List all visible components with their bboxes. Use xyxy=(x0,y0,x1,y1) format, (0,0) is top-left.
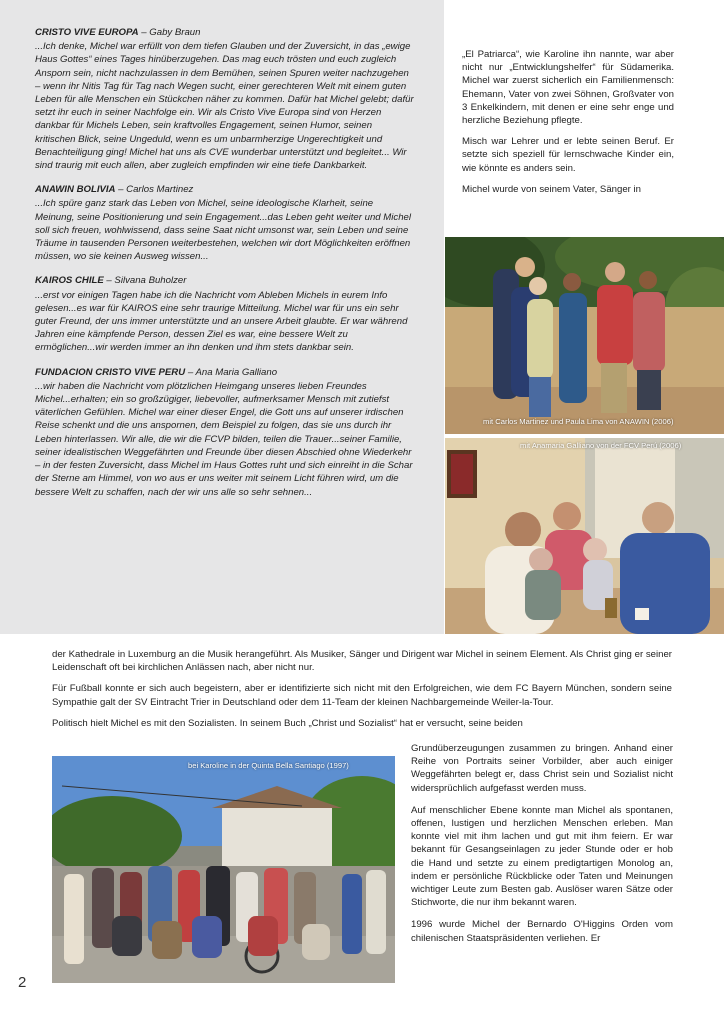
paragraph: „El Patriarca“, wie Karoline ihn nannte, war aber nicht nur „Entwicklungshelfer“ für Südamerika. Michel war zuerst sicherlich ein Familienmensch: Ehemann, Vater von zwei Söhnen, Großvater von 3 Enkelkindern, mit denen er eine sehr enge und herzliche Beziehung pflegte. xyxy=(462,49,674,127)
tribute-text: ...Ich denke, Michel war erfüllt von dem tiefen Glauben und der Zuversicht, in das „ewige Haus Gottes“ eines Tages hinüberzugehen. Das mag euch trösten und euch zugleich Ansporn sein, nicht nachzulassen in dem Bemühen, seinen Spuren weiter nachzugehen – wenn ihr Nitis Tag für Tag nach Wegen sucht, einer gerechteren Welt mit einem guten Leben für alle Menschen ein Stückchen näher zu kommen. Dafür hat Michel gelebt; dafür setzt ihr euch in seiner Nachfolge ein. Wir als Cristo Vive Europa sind von Herzen dankbar für Michels Leben, sein kraftvolles Engagement, seinen Humor, seinen kritischen Blick, seine Ungeduld, wenn es um unbarmherzige Ungerechtigkeit und Benachteiligung ging! Michel hat uns als CVE wunderbar unterstützt und begleitet... Wir sind traurig mit euch allen, aber zugleich empfinden wir eine tiefe Dankbarkeit. xyxy=(35,41,414,172)
tribute-text: ...wir haben die Nachricht vom plötzlichen Heimgang unseres lieben Freundes Michel...erhalten; ein so großzügiger, liebevoller, aufmerksamer Mensch mit zutiefst väterlichen Gefühlen. Michel war einer dieser Engel, die Gott uns auf unserer irdischen Reise schenkt und die uns anspornen, dem Beispiel zu folgen, das sie uns durch ihr Leben hinterlassen. Wir alle, die wir die FCVP bilden, teilen die Trauer...seiner Familie, seiner idealistischen Weggefährten und Freunde über diesen Abschied ohne Wiederkehr – in der festen Zuversicht, dass Michel im Haus Gottes ruht und sich einreiht in die Schar der Sterne am Himmel, von wo aus er uns weiter mit seinem Licht führen wird, um die bessere Welt zu schaffen, nach der wir uns alle so sehr sehnen... xyxy=(35,380,413,498)
tribute-author: – Gaby Braun xyxy=(138,27,201,38)
tribute-anawin-bolivia xyxy=(35,183,415,263)
tribute-text: ...Ich spüre ganz stark das Leben von Michel, seine ideologische Klarheit, seine Meinung, seine Positionierung und sein Engagement...das Leben geht weiter und Michel soll sich freuen, wohlwissend, dass seine Saat nicht umsonst war, sein Leben und seine Träume in tausenden Personen weiterbestehen, welchen wir dort Möglichkeiten eröffnen müssen, wo sie keinen Ausweg wissen... xyxy=(35,198,412,263)
paragraph: Grundüberzeugungen zusammen zu bringen. Anhand einer Reihe von Portraits seiner Vorbilder, aber auch einiger Weggefährten belegt er, dass Christ sein und Sozialist nicht widersprüchlich aufgefasst werden muss. xyxy=(411,743,673,794)
right-column-text xyxy=(462,48,674,204)
tribute-author: – Carlos Martinez xyxy=(115,184,194,196)
photo-peru-group-image xyxy=(445,438,724,634)
tribute-author: – Silvana Buholzer xyxy=(103,275,187,287)
tribute-fundacion-peru xyxy=(35,366,415,499)
paragraph: 1996 wurde Michel der Bernardo O'Higgins Orden vom chilenischen Staatspräsidenten verliehen. Er xyxy=(411,919,673,944)
photo-caption: mit Carlos Martinez und Paula Lima von ANAWIN (2006) xyxy=(483,417,674,426)
photo-anawin-group-image xyxy=(445,237,724,434)
tribute-org: CRISTO VIVE EUROPA xyxy=(35,27,139,38)
tribute-kairos-chile xyxy=(35,274,415,354)
tribute-heading xyxy=(35,183,415,196)
tributes-column xyxy=(35,26,415,510)
tribute-heading xyxy=(35,366,415,379)
photo-quinta-bella-group-image xyxy=(52,756,395,983)
photo-quinta-bella-group xyxy=(52,756,395,983)
page-number: 2 xyxy=(18,974,27,991)
photo-caption: bei Karoline in der Quinta Bella Santiago (1997) xyxy=(188,761,349,770)
photo-caption: mit Anamaria Galliano von der FCV Perú (2006) xyxy=(520,441,682,450)
tribute-author: – Ana Maria Galliano xyxy=(185,366,278,378)
lower-right-text xyxy=(411,742,673,954)
tribute-org: KAIROS CHILE xyxy=(35,275,104,287)
tribute-org: ANAWIN BOLIVIA xyxy=(35,184,116,196)
paragraph: Michel wurde von seinem Vater, Sänger in xyxy=(462,183,641,195)
paragraph: Politisch hielt Michel es mit den Sozialisten. In seinem Buch „Christ und Sozialist“ hat er versucht, seine beiden xyxy=(52,717,523,729)
tribute-heading xyxy=(35,274,415,287)
photo-peru-group xyxy=(445,438,724,634)
tribute-heading xyxy=(35,26,415,39)
paragraph: der Kathedrale in Luxemburg an die Musik herangeführt. Als Musiker, Sänger und Dirigent war Michel in seinem Element. Als Christ ging er seiner Leidenschaft oft bei kirchlichen Anlässen nach, aber nicht nur. xyxy=(52,649,672,674)
paragraph: Misch war Lehrer und er lebte seinen Beruf. Er setzte sich speziell für lernschwache Kinder ein, wie könnte es anders sein. xyxy=(462,136,674,174)
tribute-text: ...erst vor einigen Tagen habe ich die Nachricht vom Ableben Michels in eurem Info gelesen...es war für KAIROS eine sehr traurige Mitteilung. Michel war für uns ein sehr guter Freund, der uns immer unterstützte und an unsere Arbeit glaubte. Er war während Jahren eine kämpfende Person, dessen Ziel es war, eine bessere Welt zu ermöglichen...wir werden immer an ihn denken und ihm stets dankbar sein. xyxy=(35,289,408,354)
tribute-org: FUNDACION CRISTO VIVE PERU xyxy=(35,366,186,378)
photo-anawin-group xyxy=(445,237,724,434)
lower-text-block xyxy=(52,648,672,738)
paragraph: Für Fußball konnte er sich auch begeistern, aber er identifizierte sich nicht mit den Erfolgreichen, wie dem FC Bayern München, sondern seine Sympathie galt der SV Eintracht Trier in Deutschland oder dem 11-Team der kleinen Nachbargemeinde Weiler-la-Tour. xyxy=(52,683,672,708)
tribute-cristo-vive-europa xyxy=(35,26,415,172)
paragraph: Auf menschlicher Ebene konnte man Michel als spontanen, offenen, lustigen und herzlichen Menschen erleben. Man konnte viel mit ihm lachen und gut mit ihm feiern. Er war bekannt für Gesangseinlagen zu jeder Stunde oder er hob die Hand und setzte zu einem predigtartigen Monolog an, indem er persönliche Rückblicke oder Taten und Meinungen wichtiger Leute zum Besten gab. Auslöser waren Sätze oder Stichworte, die nur ihm bekannt waren. xyxy=(411,804,673,909)
